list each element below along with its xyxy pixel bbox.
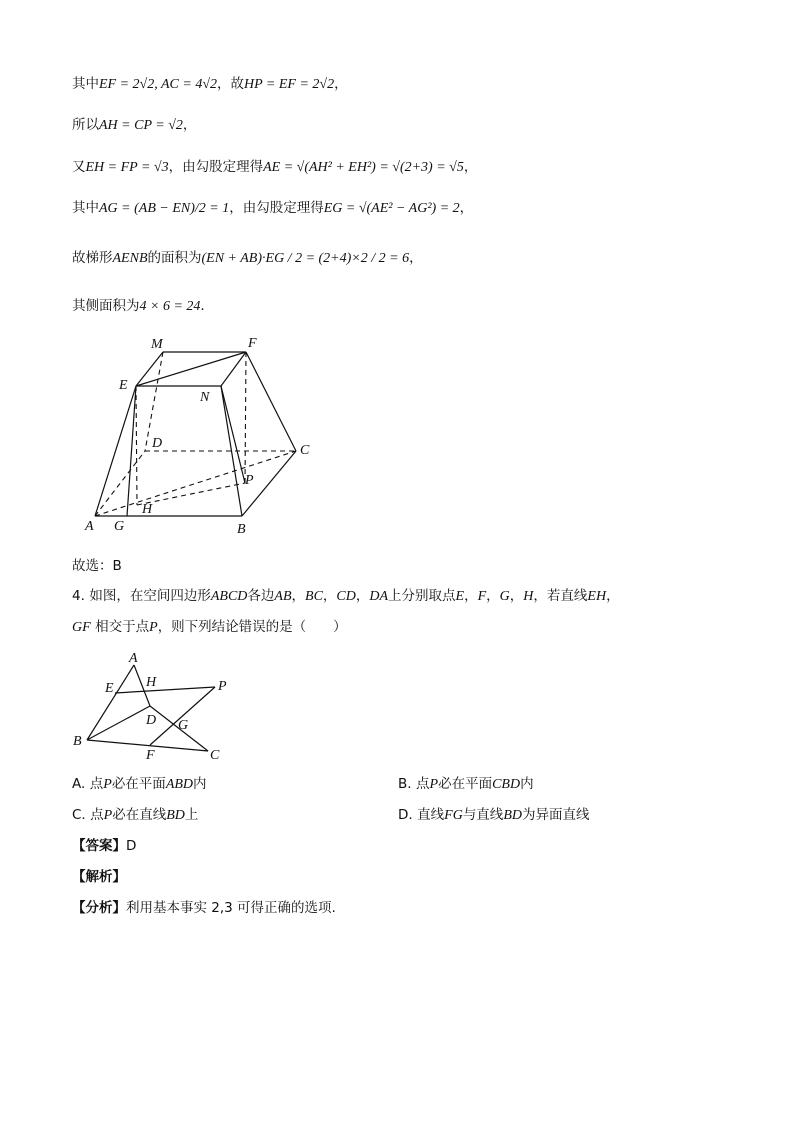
solution-line-6: [72, 296, 205, 317]
formula: EH = FP = √3: [85, 160, 169, 175]
text: 为异面直线: [521, 807, 590, 823]
text: 必在平面: [111, 776, 166, 792]
label-H: H: [142, 502, 153, 517]
edge-BD: [87, 706, 150, 740]
text: 直线: [417, 807, 445, 823]
text: ，: [606, 588, 620, 604]
formula: CD: [336, 589, 356, 604]
formula: EF = 2√2, AC = 4√2: [99, 77, 218, 92]
text: ，若直线: [533, 588, 588, 604]
formula: P: [149, 620, 158, 635]
label-F: F: [146, 748, 155, 763]
edge-NF: [221, 352, 246, 386]
text: ，故: [217, 76, 245, 92]
hidden-AD: [95, 451, 145, 516]
edge-EG: [127, 386, 136, 516]
label-F: F: [248, 336, 257, 351]
text: ，: [322, 588, 337, 604]
text: ，: [409, 250, 423, 266]
option-letter: A.: [72, 776, 86, 792]
text: 点: [90, 807, 104, 823]
text: 必在直线: [112, 807, 167, 823]
geometry-figure-1: [80, 330, 330, 540]
label-P: P: [245, 473, 254, 488]
label-P: P: [218, 679, 227, 694]
formula: ABCD: [210, 589, 248, 604]
text: ，则下列结论错误的是（ ）: [157, 619, 347, 635]
formula: BD: [503, 808, 522, 823]
text: 上: [184, 807, 199, 823]
label-E: E: [119, 378, 128, 393]
text: 与直线: [462, 807, 504, 823]
formula: (EN + AB)·EG / 2 = (2+4)×2 / 2 = 6: [201, 251, 410, 266]
text: 点: [416, 776, 430, 792]
geometry-figure-2: [70, 648, 240, 764]
label-N: N: [200, 390, 210, 405]
text: 必在平面: [438, 776, 493, 792]
formula: P: [429, 777, 439, 792]
solution-line-5: [72, 248, 423, 269]
label-H: H: [146, 675, 157, 690]
option-letter: C.: [72, 807, 86, 823]
formula: AB: [274, 589, 292, 604]
formula: ABD: [165, 777, 194, 792]
text: ，: [463, 159, 478, 175]
text: ，: [291, 588, 306, 604]
formula: HP = EF = 2√2: [244, 77, 335, 92]
text: ，: [355, 588, 370, 604]
option-b[interactable]: [398, 774, 534, 795]
text: 又: [72, 159, 86, 175]
formula: AG = (AB − EN)/2 = 1: [99, 201, 230, 216]
formula: P: [103, 777, 112, 792]
label-A: A: [85, 519, 94, 534]
solution-line-2: [72, 115, 196, 136]
formula: FG: [444, 808, 463, 823]
text: 各边: [247, 588, 275, 604]
line-EP: [115, 687, 215, 693]
formula: CBD: [492, 777, 521, 792]
question-number: 4.: [72, 588, 85, 604]
question-4-line-2: [72, 617, 347, 638]
label-D: D: [146, 713, 157, 728]
edge-EA: [95, 386, 136, 516]
option-c[interactable]: [72, 805, 198, 826]
text: 如图，在空间四边形: [89, 588, 211, 604]
text: 内: [520, 776, 534, 792]
answer-tag: 【答案】: [72, 838, 126, 854]
text: 故梯形: [72, 250, 113, 266]
text: 的面积为: [147, 250, 202, 266]
label-B: B: [237, 522, 246, 537]
hint-tag: 【分析】: [72, 900, 126, 916]
option-letter: D.: [398, 807, 413, 823]
label-C: C: [300, 443, 310, 458]
formula: DA: [369, 589, 389, 604]
edge-FC: [246, 352, 296, 451]
formula: BC: [305, 589, 323, 604]
formula: GF: [72, 620, 91, 635]
formula: E: [455, 589, 465, 604]
edge-AB: [87, 665, 134, 740]
formula: BD: [166, 808, 185, 823]
hidden-HP: [137, 483, 245, 505]
text: ，: [509, 588, 524, 604]
text: ，: [182, 117, 197, 133]
text: 其侧面积为: [72, 298, 140, 314]
edge-ME: [136, 352, 163, 386]
text: 上分别取点: [388, 588, 456, 604]
text: 相交于点: [95, 619, 150, 635]
text: 所以: [72, 117, 99, 133]
option-d[interactable]: [398, 805, 589, 826]
text: 故选：B: [72, 558, 122, 574]
text: ，: [459, 200, 474, 216]
formula: 4 × 6 = 24: [139, 299, 201, 314]
text: 其中: [72, 200, 99, 216]
text: ，: [464, 588, 478, 604]
solution-line-1: [72, 74, 348, 95]
text: 其中: [72, 76, 99, 92]
question-4-line-1: [72, 586, 620, 607]
label-E: E: [105, 681, 114, 696]
hint-line: [72, 898, 336, 918]
label-G: G: [178, 718, 189, 733]
formula: H: [523, 589, 534, 604]
edge-EF: [136, 352, 246, 386]
hidden-EH: [136, 386, 137, 505]
hint-text: 利用基本事实 2,3 可得正确的选项.: [126, 900, 336, 916]
text: ，由勾股定理得: [229, 200, 324, 216]
choice-line: [72, 556, 122, 576]
hidden-FP: [245, 352, 246, 483]
text: 点: [89, 776, 104, 792]
formula: EH: [587, 589, 607, 604]
option-letter: B.: [398, 776, 412, 792]
label-M: M: [151, 337, 163, 352]
formula: F: [477, 589, 487, 604]
formula: AE = √(AH² + EH²) = √(2+3) = √5: [263, 160, 464, 175]
label-D: D: [152, 436, 163, 451]
label-B: B: [73, 734, 82, 749]
answer-value: D: [126, 838, 137, 854]
formula: P: [103, 808, 113, 823]
solution-line-3: [72, 157, 477, 178]
text: 内: [193, 776, 207, 792]
text: ，: [334, 76, 348, 92]
text: ，由勾股定理得: [168, 159, 264, 175]
text: ，: [486, 588, 500, 604]
hidden-AC: [95, 451, 296, 516]
option-a[interactable]: [72, 774, 207, 795]
answer-line: [72, 836, 136, 856]
text: .: [200, 298, 205, 314]
analysis-line: [72, 867, 126, 887]
label-C: C: [210, 748, 220, 763]
formula: AENB: [112, 251, 148, 266]
formula: G: [499, 589, 510, 604]
analysis-tag: 【解析】: [72, 869, 126, 885]
line-FP: [150, 687, 215, 745]
label-G: G: [114, 519, 125, 534]
solution-line-4: [72, 198, 473, 219]
label-A: A: [129, 651, 138, 666]
formula: EG = √(AE² − AG²) = 2: [323, 201, 460, 216]
formula: AH = CP = √2: [99, 118, 183, 133]
